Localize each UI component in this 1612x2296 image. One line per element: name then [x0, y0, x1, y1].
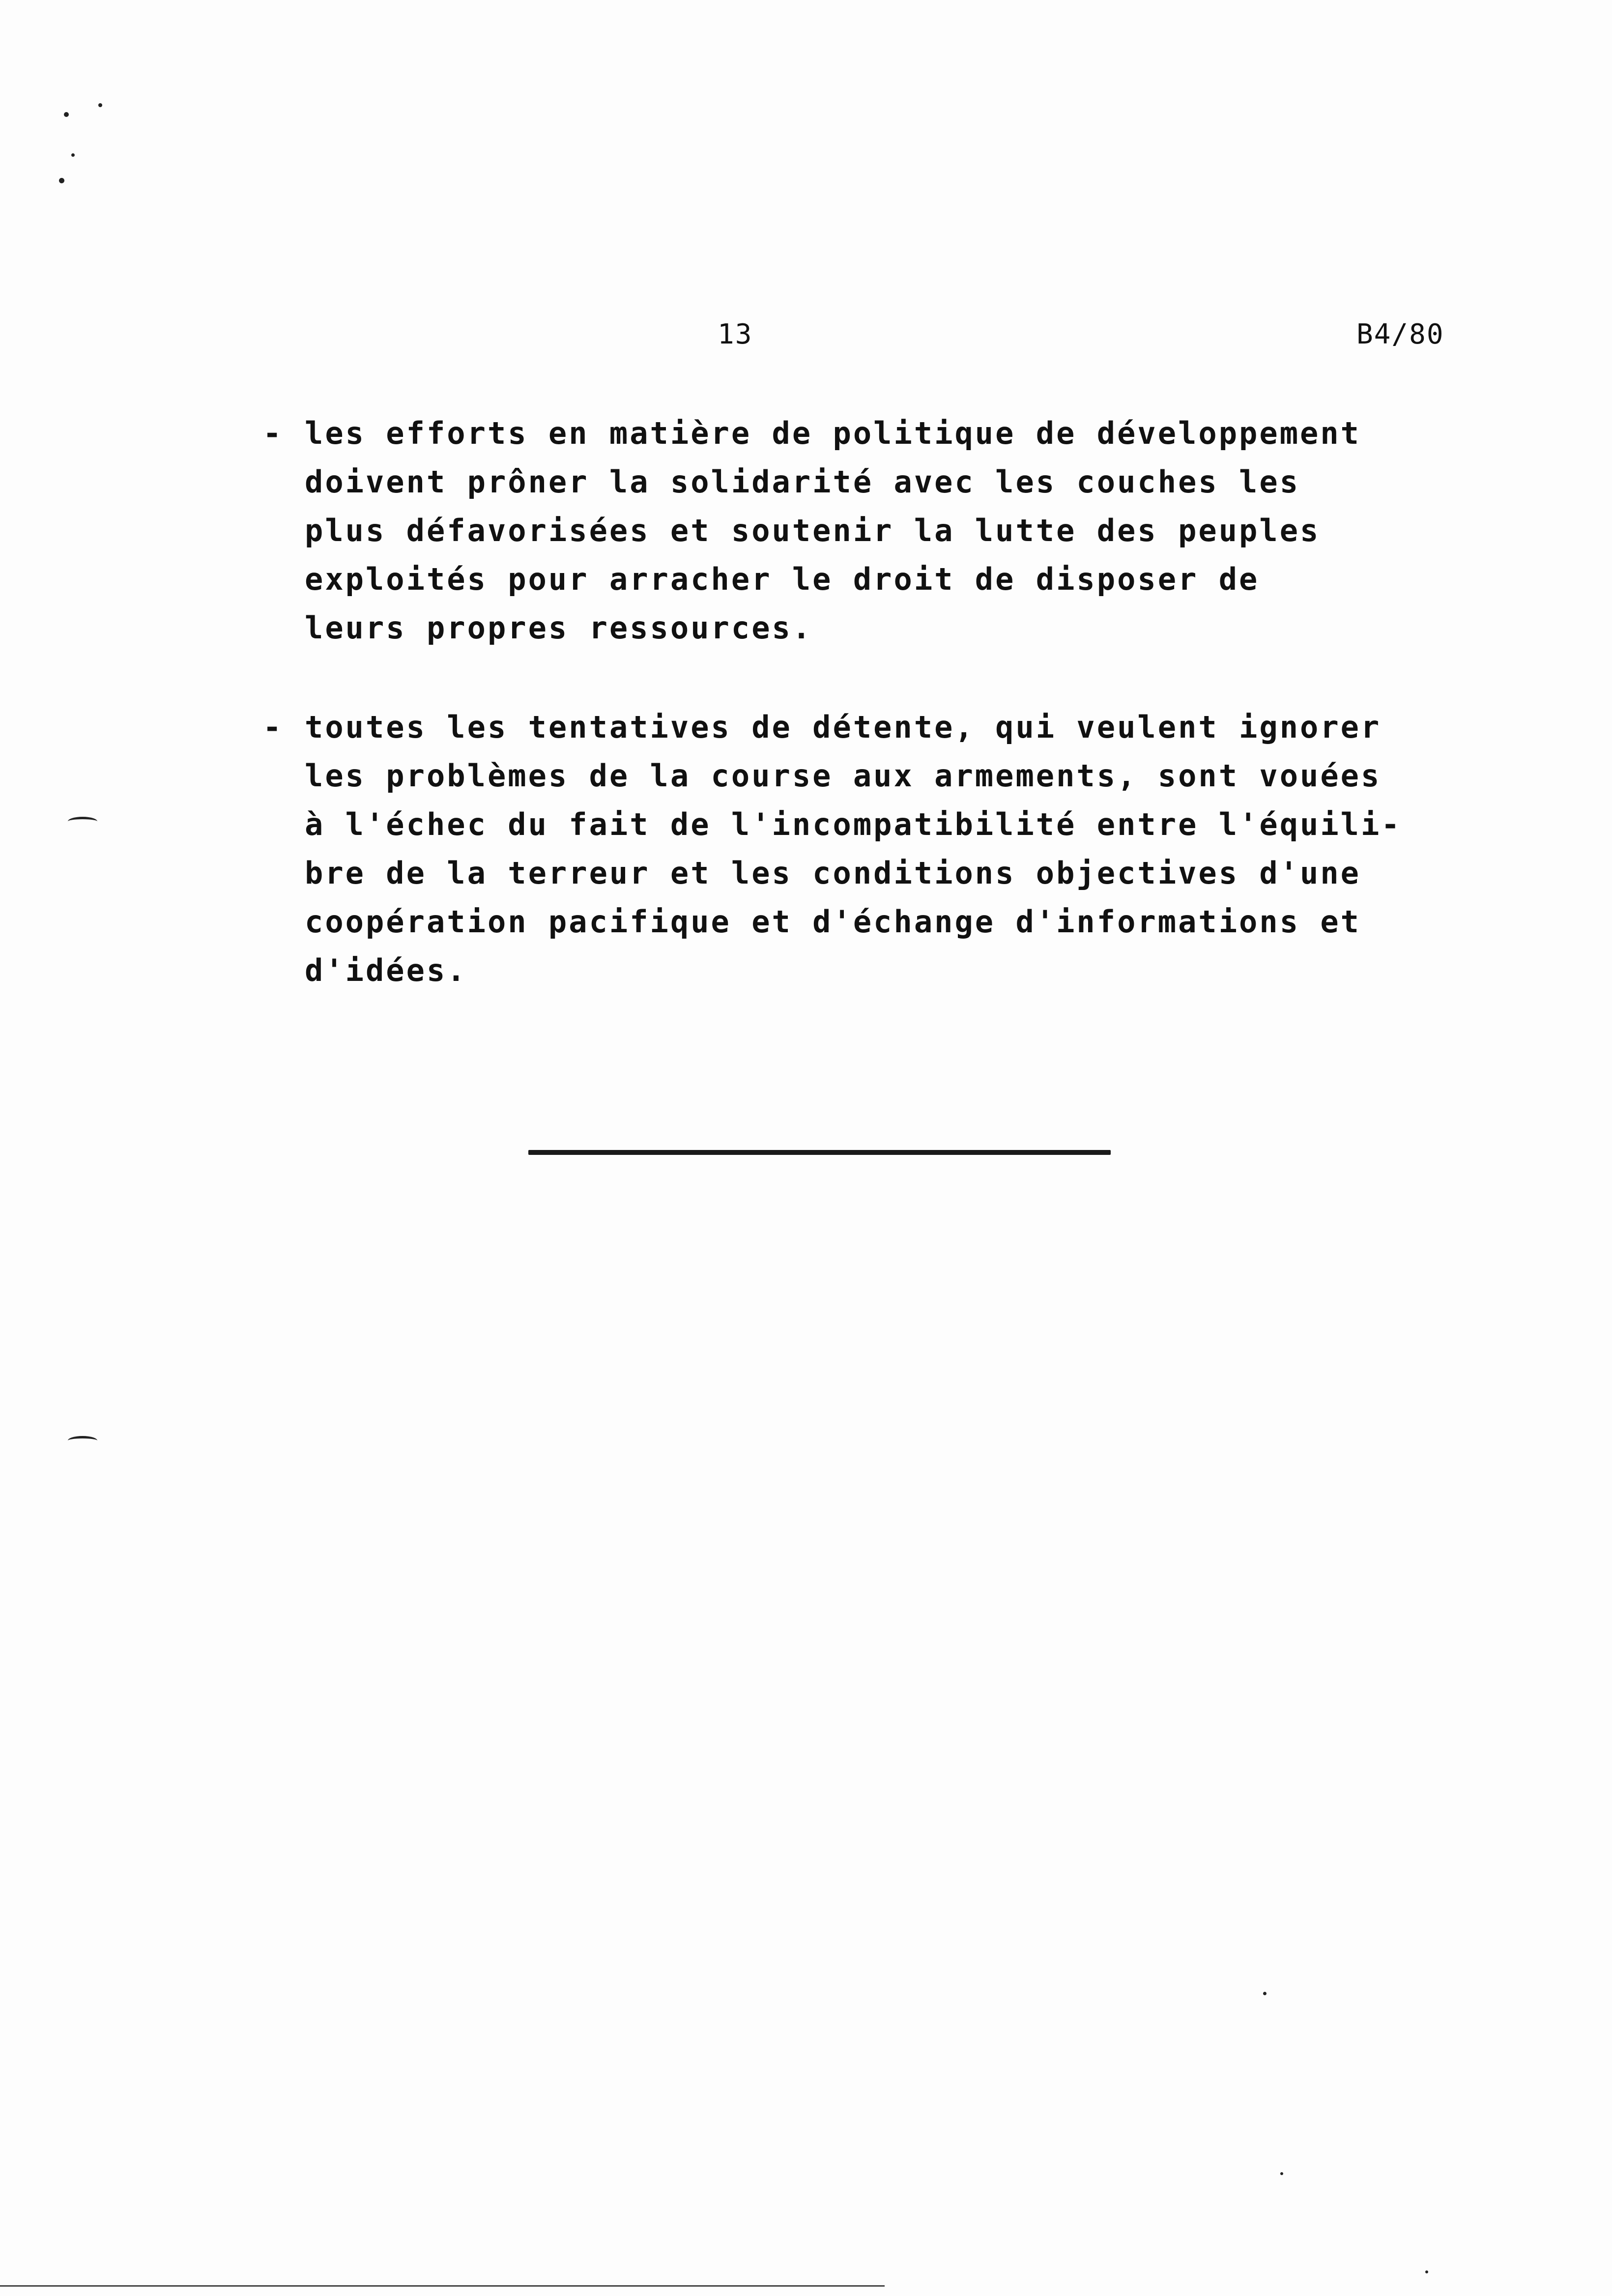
- page-number: 13: [718, 318, 753, 350]
- bullet-line: les problèmes de la course aux armements, sont vouées: [305, 758, 1382, 794]
- bullet-line: toutes les tentatives de détente, qui veulent ignorer: [305, 709, 1382, 745]
- scan-bottom-edge: [0, 2285, 885, 2287]
- scan-speck: [1263, 1992, 1267, 1995]
- bullet-line: coopération pacifique et d'échange d'informations et: [305, 904, 1361, 940]
- bullet-line: doivent prôner la solidarité avec les couches les: [305, 464, 1300, 500]
- end-rule: [528, 1150, 1111, 1155]
- bullet-line: les efforts en matière de politique de développement: [305, 415, 1361, 451]
- scan-speck: [64, 112, 69, 117]
- scan-speck: [59, 178, 64, 183]
- bullet-line: leurs propres ressources.: [305, 610, 813, 646]
- bullet-item: [263, 409, 1433, 652]
- bullet-marker: -: [263, 415, 284, 451]
- scan-speck: [1425, 2270, 1428, 2273]
- bullet-marker: -: [263, 709, 284, 745]
- scan-speck: [98, 103, 102, 107]
- scan-mark: [68, 817, 97, 826]
- bullet-line: plus défavorisées et soutenir la lutte des peuples: [305, 513, 1321, 548]
- bullet-line: bre de la terreur et les conditions objectives d'une: [305, 855, 1361, 891]
- scan-speck: [1280, 2172, 1283, 2175]
- document-reference: B4/80: [1356, 318, 1444, 350]
- bullet-line: d'idées.: [305, 952, 467, 988]
- bullet-item: [263, 703, 1433, 995]
- bullet-line: exploités pour arracher le droit de disposer de: [305, 561, 1260, 597]
- bullet-line: à l'échec du fait de l'incompatibilité entre l'équili-: [305, 806, 1402, 842]
- scan-mark: [68, 1436, 97, 1445]
- scan-speck: [71, 153, 75, 157]
